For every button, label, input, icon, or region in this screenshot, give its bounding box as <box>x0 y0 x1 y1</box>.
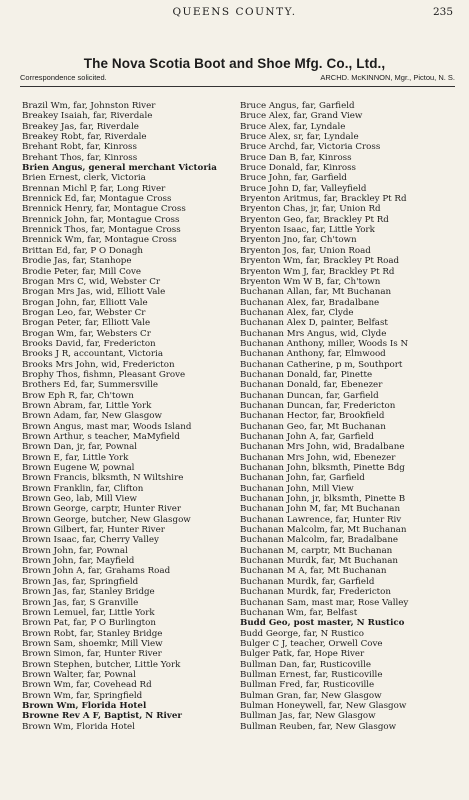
directory-entry: Buchanan Murdk, far, Garfield <box>240 576 375 587</box>
directory-entry: Buchanan Murdk, far, Fredericton <box>240 587 391 598</box>
directory-entry: Brown George, butcher, New Glasgow <box>22 514 191 525</box>
directory-entry: Brooks David, far, Fredericton <box>22 338 156 349</box>
directory-entry: Buchanan M, carptr, Mt Buchanan <box>240 545 393 556</box>
directory-entry: Buchanan Murdk, far, Mt Buchanan <box>240 556 398 567</box>
directory-entry: Bruce Alex, sr, far, Lyndale <box>240 132 359 143</box>
directory-entry: Bryenton Chas, jr, far, Union Rd <box>240 204 381 215</box>
directory-entry: Brown Abram, far, Little York <box>22 400 152 411</box>
correspondence-note: Correspondence solicited. <box>20 73 107 82</box>
directory-entry: Budd Geo, post master, N Rustico <box>240 618 405 629</box>
directory-entry: Bulger Patk, far, Hope River <box>240 649 365 660</box>
directory-entry: Brennick Thos, far, Montague Cross <box>22 225 181 236</box>
advertisement-banner: The Nova Scotia Boot and Shoe Mfg. Co., Ltd., <box>83 56 386 71</box>
directory-entry: Brown Jas, far, S Granville <box>22 597 139 608</box>
directory-entry: Buchanan John, blksmth, Pinette Bdg <box>240 463 405 474</box>
directory-entry: Brennick Henry, far, Montague Cross <box>22 204 186 215</box>
directory-entry: Brodie Peter, far, Mill Cove <box>22 266 141 277</box>
directory-entry: Brown Adam, far, New Glasgow <box>22 411 162 422</box>
directory-entry: Brown Dan, jr, far, Pownal <box>22 442 138 453</box>
directory-entry: Brown Stephen, butcher, Little York <box>22 659 181 670</box>
directory-entry: Brown Wm, far, Springfield <box>22 690 143 701</box>
directory-entry: Brown Angus, mast mar, Woods Island <box>22 421 192 432</box>
directory-entry: Bryenton Jno, far, Ch'town <box>240 235 357 246</box>
directory-entry: Buchanan John A, far, Garfield <box>240 432 374 442</box>
directory-entry: Brennan Michl P, far, Long River <box>22 183 166 194</box>
directory-entry: Brooks J R, accountant, Victoria <box>22 349 163 360</box>
directory-entry: Buchanan Sam, mast mar, Rose Valley <box>240 597 409 608</box>
divider <box>20 86 455 87</box>
directory-entry: Bullman Reuben, far, New Glasgow <box>240 721 397 732</box>
directory-entry: Bryenton Aritmus, far, Brackley Pt Rd <box>240 194 407 205</box>
directory-entry: Bruce John D, far, Valleyfield <box>240 183 367 194</box>
directory-entry: Buchanan Duncan, far, Fredericton <box>240 400 396 411</box>
directory-column-left <box>22 101 236 732</box>
directory-entry: Brow Eph R, far, Ch'town <box>22 390 134 401</box>
advertisement-subline <box>20 73 455 85</box>
directory-entry: Buchanan Hector, far, Brookfield <box>240 411 385 422</box>
directory-entry: Brien Ernest, clerk, Victoria <box>22 173 146 184</box>
directory-entry: Bullman Fred, far, Rusticoville <box>240 680 375 691</box>
directory-entry: Brazil Wm, far, Johnston River <box>22 101 156 111</box>
directory-entry: Brien Angus, general merchant Victoria <box>22 163 217 174</box>
directory-entry: Brown Robt, far, Stanley Bridge <box>22 628 163 639</box>
directory-entry: Bullman Ernest, far, Rusticoville <box>240 669 383 680</box>
directory-entry: Brogan Wm, far, Websters Cr <box>22 328 151 339</box>
directory-entry: Brogan Peter, far, Elliott Vale <box>22 318 151 329</box>
directory-entry: Bullman Dan, far, Rusticoville <box>240 659 372 670</box>
directory-entry: Brown Geo, lab, Mill View <box>22 494 137 505</box>
directory-entry: Buchanan Malcolm, far, Mt Buchanan <box>240 525 407 536</box>
directory-entry: Bryenton Geo, far, Brackley Pt Rd <box>240 214 389 225</box>
directory-entry: Buchanan Mrs Angus, wid, Clyde <box>240 328 387 339</box>
directory-entry: Buchanan Alex D, painter, Belfast <box>240 318 388 329</box>
directory-entry: Bruce Donald, far, Kinross <box>240 163 357 174</box>
directory-entry: Bulman Gran, far, New Glasgow <box>240 690 382 701</box>
directory-entry: Brogan Mrs C, wid, Webster Cr <box>22 276 161 287</box>
directory-entry: Brehant Robt, far, Kinross <box>22 142 137 153</box>
directory-entry: Brown Lemuel, far, Little York <box>22 607 155 618</box>
directory-entry: Budd George, far, N Rustico <box>240 628 364 639</box>
directory-entry: Buchanan Lawrence, far, Hunter Riv <box>240 514 402 525</box>
directory-entry: Buchanan Mrs John, wid, Ebenezer <box>240 452 396 463</box>
directory-entry: Brown Isaac, far, Cherry Valley <box>22 535 159 546</box>
directory-entry: Bulger C J, teacher, Orwell Cove <box>240 638 383 649</box>
directory-entry: Brown Franklin, far, Clifton <box>22 483 144 494</box>
directory-entry: Brennick Ed, far, Montague Cross <box>22 194 172 205</box>
directory-entry: Brown Eugene W, pownal <box>22 463 135 474</box>
directory-entry: Buchanan Malcolm, far, Bradalbane <box>240 535 399 546</box>
directory-entry: Brogan Mrs Jas, wid, Elliott Vale <box>22 287 166 298</box>
directory-entry: Brown Pat, far, P O Burlington <box>22 618 156 629</box>
directory-entry: Buchanan Catherine, p m, Southport <box>240 359 403 370</box>
directory-entry: Brown Jas, far, Springfield <box>22 576 139 587</box>
directory-entry: Buchanan John, Mill View <box>240 483 354 494</box>
directory-entry: Buchanan John, far, Garfield <box>240 473 365 484</box>
directory-entry: Brown Sam, shoemkr, Mill View <box>22 638 163 649</box>
directory-entry: Brown John A, far, Grahams Road <box>22 566 171 577</box>
directory-entry: Bryenton Wm, far, Brackley Pt Road <box>240 256 400 267</box>
directory-entry: Brown George, carptr, Hunter River <box>22 504 182 515</box>
directory-entry: Brown Simon, far, Hunter River <box>22 649 162 660</box>
directory-entry: Brooks Mrs John, wid, Fredericton <box>22 359 175 370</box>
directory-entry: Brown John, far, Pownal <box>22 545 128 556</box>
directory-entry: Brown Walter, far, Pownal <box>22 669 136 680</box>
directory-entry: Brown Jas, far, Stanley Bridge <box>22 587 155 598</box>
directory-entry: Bryenton Wm J, far, Brackley Pt Rd <box>240 266 395 277</box>
directory-entry: Bruce Alex, far, Grand View <box>240 111 363 122</box>
directory-entry: Brown Wm, Florida Hotel <box>22 721 135 732</box>
directory-entry: Bullman Jas, far, New Glasgow <box>240 711 376 722</box>
directory-entry: Breakey Isaiah, far, Riverdale <box>22 111 153 122</box>
directory-entry: Buchanan Alex, far, Clyde <box>240 307 354 318</box>
directory-entry: Bryenton Jos, far, Union Road <box>240 245 371 256</box>
directory-entry: Breakey Robt, far, Riverdale <box>22 132 147 143</box>
directory-entry: Brogan Leo, far, Webster Cr <box>22 307 146 318</box>
directory-entry: Brown E, far, Little York <box>22 452 129 463</box>
directory-entry: Buchanan Donald, far, Pinette <box>240 369 373 380</box>
directory-entry: Bryenton Wm W B, far, Ch'town <box>240 276 381 287</box>
directory-column-right <box>240 101 462 732</box>
directory-entry: Brown Francis, blksmth, N Wiltshire <box>22 473 184 484</box>
directory-entry: Buchanan M A, far, Mt Buchanan <box>240 566 387 577</box>
directory-entry: Brogan John, far, Elliott Vale <box>22 297 148 308</box>
directory-entry: Buchanan Anthony, far, Elmwood <box>240 349 386 360</box>
directory-entry: Buchanan Wm, far, Belfast <box>240 607 358 618</box>
directory-entry: Brothers Ed, far, Summersville <box>22 380 159 391</box>
directory-entry: Bryenton Isaac, far, Little York <box>240 225 375 236</box>
directory-entry: Buchanan Geo, far, Mt Buchanan <box>240 421 386 432</box>
directory-entry: Bruce Angus, far, Garfield <box>240 101 355 111</box>
directory-entry: Buchanan John, jr, blksmth, Pinette B <box>240 494 406 505</box>
directory-entry: Brodie Jas, far, Stanhope <box>22 256 132 267</box>
directory-entry: Buchanan Duncan, far, Garfield <box>240 390 379 401</box>
directory-entry: Bulman Honeywell, far, New Glasgow <box>240 700 407 711</box>
directory-entry: Bruce Dan B, far, Kinross <box>240 152 352 163</box>
directory-entry: Breakey Jas, far, Riverdale <box>22 121 139 132</box>
county-title: QUEENS COUNTY. <box>172 6 297 18</box>
directory-entry: Brown John, far, Mayfield <box>22 556 135 567</box>
directory-entry: Brown Wm, Florida Hotel <box>22 700 147 711</box>
directory-entry: Brown Wm, far, Covehead Rd <box>22 680 152 691</box>
manager-note: ARCHD. McKINNON, Mgr., Pictou, N. S. <box>320 73 455 82</box>
directory-entry: Browne Rev A F, Baptist, N River <box>22 711 182 722</box>
directory-entry: Brown Gilbert, far, Hunter River <box>22 525 165 536</box>
directory-entry: Bruce Archd, far, Victoria Cross <box>240 142 381 153</box>
page-header <box>0 0 469 22</box>
directory-entry: Brittan Ed, far, P O Donagh <box>22 245 143 256</box>
directory-entry: Brown Arthur, s teacher, MaMyfield <box>22 432 180 442</box>
directory-entry: Buchanan Donald, far, Ebenezer <box>240 380 383 391</box>
directory-entry: Bruce John, far, Garfield <box>240 173 347 184</box>
directory-entry: Buchanan Alex, far, Bradalbane <box>240 297 380 308</box>
directory-entry: Brehant Thos, far, Kinross <box>22 152 138 163</box>
directory-entry: Buchanan Anthony, miller, Woods Is N <box>240 338 409 349</box>
directory-entry: Buchanan Allan, far, Mt Buchanan <box>240 287 392 298</box>
page-number: 235 <box>432 6 453 18</box>
directory-entry: Brennick John, far, Montague Cross <box>22 214 180 225</box>
directory-entry: Bruce Alex, far, Lyndale <box>240 121 346 132</box>
directory-entry: Brophy Thos, fishmn, Pleasant Grove <box>22 369 186 380</box>
directory-entry: Brennick Wm, far, Montague Cross <box>22 235 177 246</box>
directory-entry: Buchanan John M, far, Mt Buchanan <box>240 504 401 515</box>
directory-entry: Buchanan Mrs John, wid, Bradalbane <box>240 442 405 453</box>
